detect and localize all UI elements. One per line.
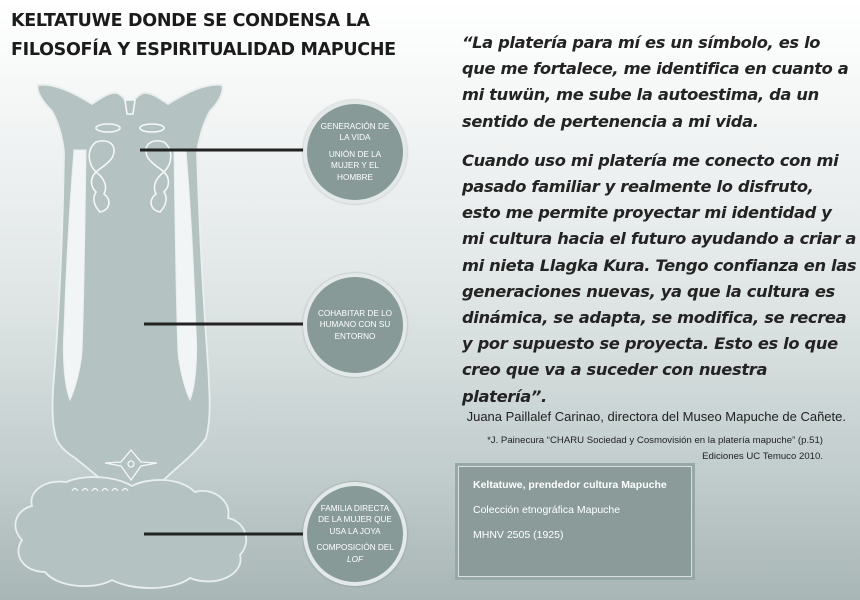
circle-familia-lof: LOF <box>347 554 363 564</box>
citation-line-2: Ediciones UC Temuco 2010. <box>702 450 823 462</box>
quote-author: Juana Paillalef Carinao, directora del Museo Mapuche de Cañete. <box>466 409 846 424</box>
circle-cohabitar <box>303 273 407 377</box>
circle-generacion-vida <box>303 100 407 204</box>
jewel-body <box>15 85 246 588</box>
circle-vida-line1: GENERACIÓN DE LA VIDA <box>320 121 390 143</box>
circle-familia-line1: FAMILIA DIRECTA DE LA MUJER QUE USA LA JOYA <box>318 503 392 536</box>
citation-line-1: *J. Painecura “CHARU Sociedad y Cosmovisión en la platería mapuche” (p.51) <box>487 435 823 446</box>
circle-familia-line2 <box>315 542 395 565</box>
quote-paragraph-1: “La platería para mí es un símbolo, es lo que me fortalece, me identifica en cuanto a mi tuwün, me sube la autoestima, da un sentido de pertenencia a mi vida. <box>462 33 849 131</box>
object-code: MHNV 2505 (1925) <box>473 529 564 541</box>
quote-block <box>462 30 857 423</box>
citation <box>487 433 823 464</box>
title-line-1: KELTATUWE DONDE SE CONDENSA LA <box>11 11 370 31</box>
circle-vida-line2: UNIÓN DE LA MUJER Y EL HOMBRE <box>328 149 382 182</box>
object-title: Keltatuwe, prendedor cultura Mapuche <box>473 479 667 491</box>
object-info-box <box>458 466 692 577</box>
circle-familia <box>303 482 407 586</box>
circle-entorno-line1: COHABITAR DE LO HUMANO CON SU ENTORNO <box>317 308 392 341</box>
object-collection: Colección etnográfica Mapuche <box>473 504 621 516</box>
title-line-2: FILOSOFÍA Y ESPIRITUALIDAD MAPUCHE <box>11 40 396 60</box>
circle-familia-prefix: COMPOSICIÓN DEL <box>316 543 394 553</box>
quote-paragraph-2: Cuando uso mi platería me conecto con mi pasado familiar y realmente lo disfruto, esto me permite proyectar mi identidad y mi cultura hacia el futuro ayudando a criar a mi nieta Llagka Kura. Tengo confianza en las generaciones nuevas, ya que la cultura es dinámica, se adapta, se modifica, se recrea y por supuesto se proyecta. Esto es lo que creo que va a suceder con nuestra platería”. <box>462 150 857 406</box>
